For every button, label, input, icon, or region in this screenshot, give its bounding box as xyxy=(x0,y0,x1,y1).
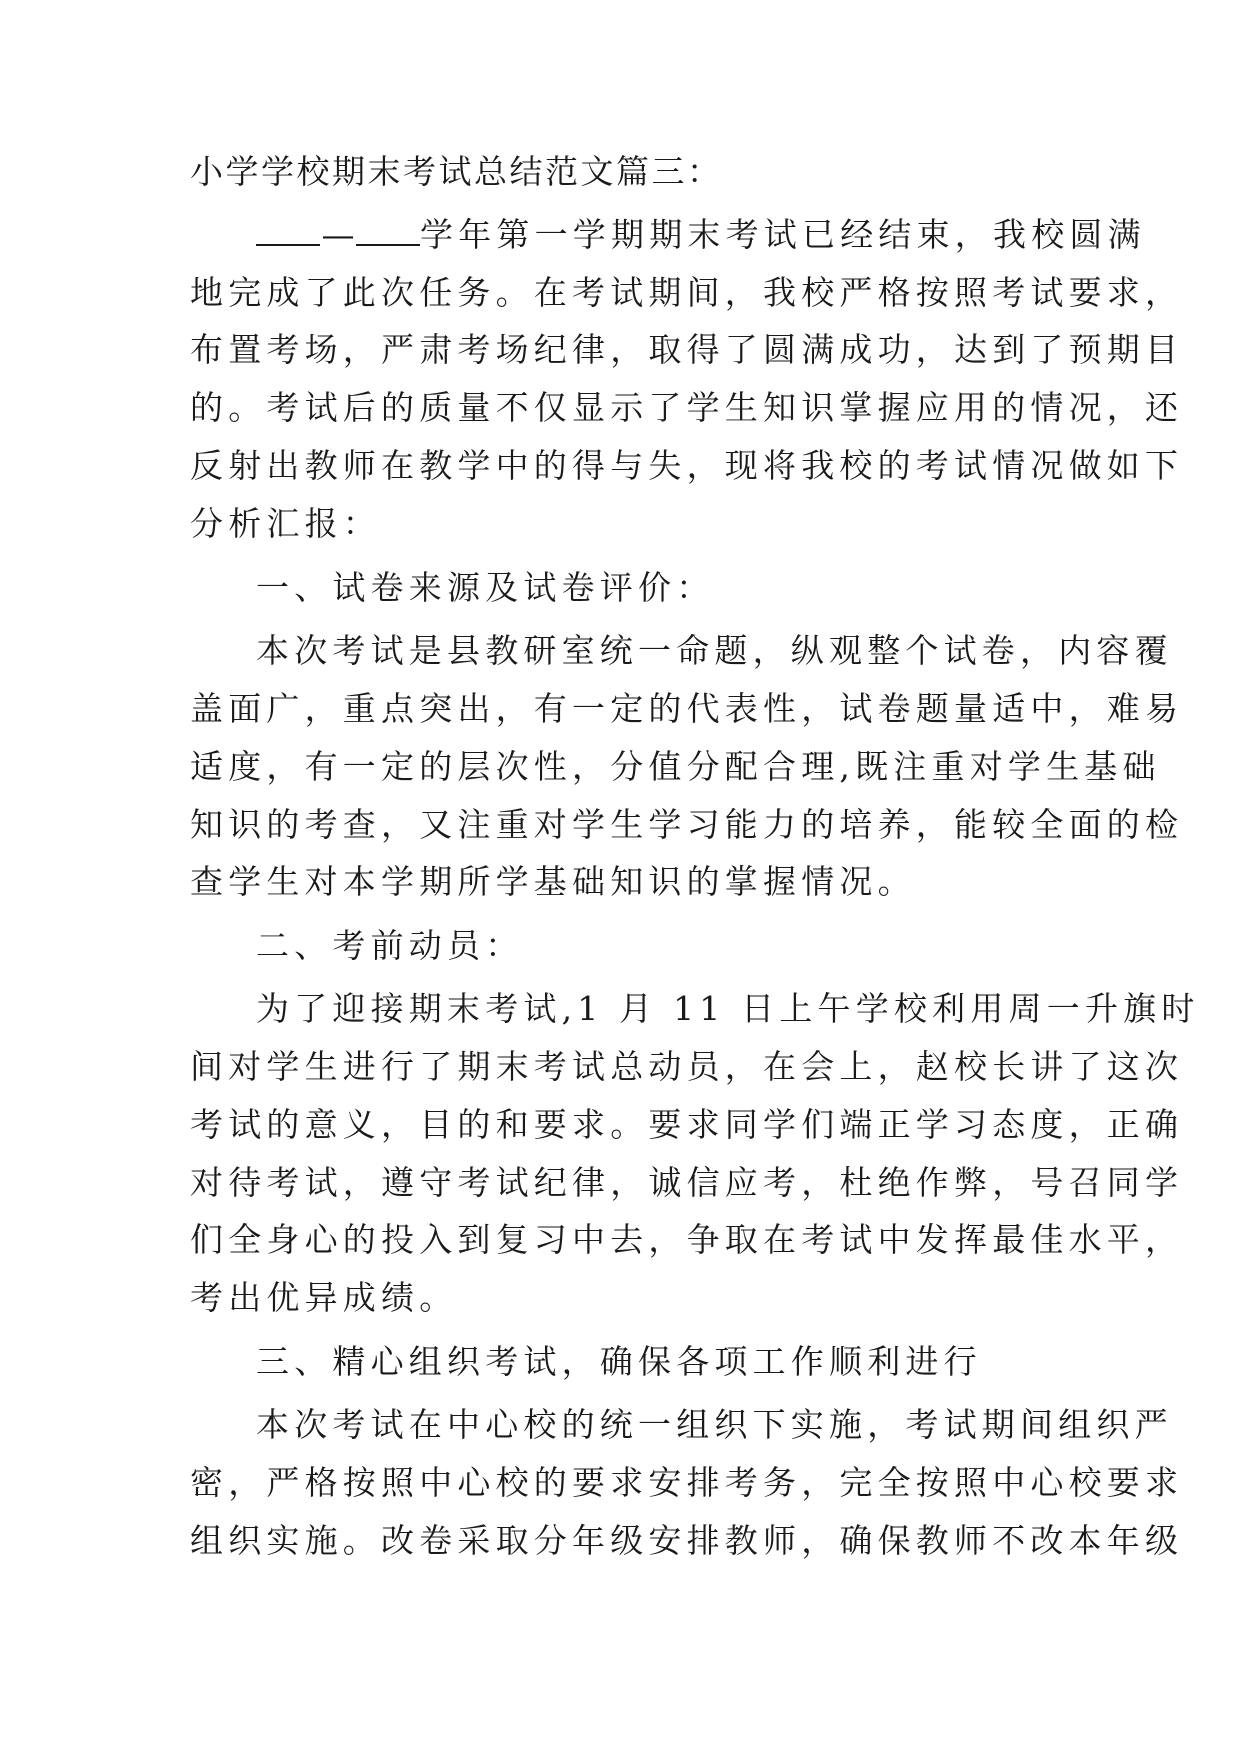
intro-line-5: 反射出教师在教学中的得与失，现将我校的考试情况做如下 xyxy=(190,446,1184,485)
document-title: 小学学校期末考试总结范文篇三： xyxy=(190,152,723,191)
section-3-line: 组织实施。改卷采取分年级安排教师，确保教师不改本年级 xyxy=(190,1521,1184,1560)
year-blank-2 xyxy=(356,218,420,246)
intro-line-4: 的。考试后的质量不仅显示了学生知识掌握应用的情况，还 xyxy=(190,388,1184,427)
section-2-line: 间对学生进行了期末考试总动员，在会上，赵校长讲了这次 xyxy=(190,1047,1184,1086)
section-2-line: 考试的意义，目的和要求。要求同学们端正学习态度，正确 xyxy=(190,1105,1184,1144)
intro-line-1 xyxy=(256,215,1146,255)
section-2-line: 对待考试，遵守考试纪律，诚信应考，杜绝作弊，号召同学 xyxy=(190,1163,1184,1202)
section-2-line: 们全身心的投入到复习中去，争取在考试中发挥最佳水平， xyxy=(190,1220,1184,1259)
section-2-line: 为了迎接期末考试,1 月 11 日上午学校利用周一升旗时 xyxy=(256,989,1200,1028)
intro-line-1-text: 学年第一学期期末考试已经结束，我校圆满 xyxy=(420,215,1146,254)
year-blank-1 xyxy=(256,218,320,246)
section-1-heading: 一、试卷来源及试卷评价： xyxy=(256,568,715,607)
section-3-line: 密，严格按照中心校的要求安排考务，完全按照中心校要求 xyxy=(190,1463,1184,1502)
intro-line-3: 布置考场，严肃考场纪律，取得了圆满成功，达到了预期目 xyxy=(190,330,1184,369)
section-3-line: 本次考试在中心校的统一组织下实施，考试期间组织严 xyxy=(256,1405,1173,1444)
section-1-line: 知识的考查，又注重对学生学习能力的培养，能较全面的检 xyxy=(190,805,1184,844)
section-1-line: 本次考试是县教研室统一命题，纵观整个试卷，内容覆 xyxy=(256,631,1173,670)
section-3-heading: 三、精心组织考试，确保各项工作顺利进行 xyxy=(256,1342,982,1381)
section-1-line: 盖面广，重点突出，有一定的代表性，试卷题量适中，难易 xyxy=(190,689,1184,728)
section-1-line: 查学生对本学期所学基础知识的掌握情况。 xyxy=(190,862,916,901)
intro-line-2: 地完成了此次任务。在考试期间，我校严格按照考试要求， xyxy=(190,273,1184,312)
year-dash: — xyxy=(321,215,355,254)
intro-line-6: 分析汇报： xyxy=(190,504,381,543)
section-1-line: 适度，有一定的层次性，分值分配合理,既注重对学生基础 xyxy=(190,747,1161,786)
section-2-line: 考出优异成绩。 xyxy=(190,1278,458,1317)
section-2-heading: 二、考前动员： xyxy=(256,926,524,965)
